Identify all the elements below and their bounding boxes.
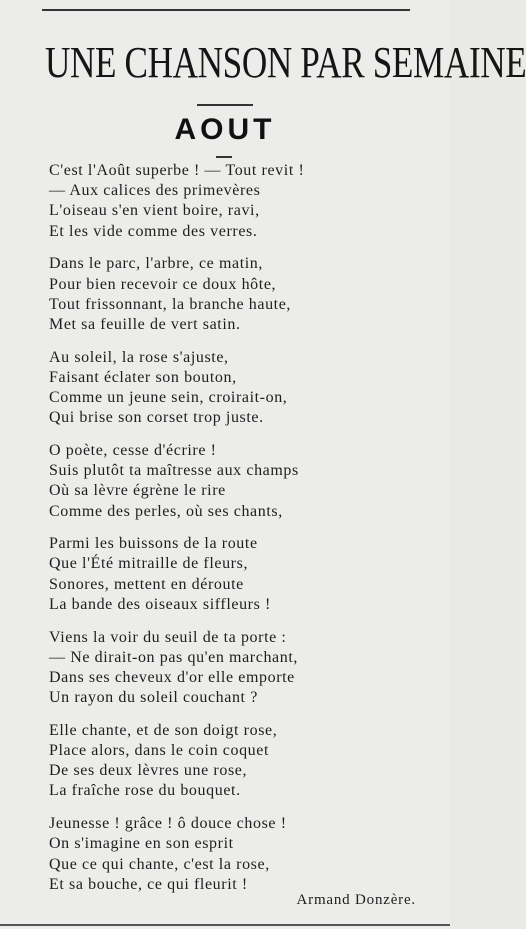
poem-line: Au soleil, la rose s'ajuste, [49,348,229,366]
poem-line: Comme des perles, où ses chants, [49,502,283,520]
page-title: UNE CHANSON PAR SEMAINE [45,38,526,87]
poem-line: Pour bien recevoir ce doux hôte, [49,275,277,293]
bottom-rule [0,924,450,926]
poem-line: Sonores, mettent en déroute [49,575,244,593]
poem-line: Met sa feuille de vert satin. [49,315,241,333]
poem-line: De ses deux lèvres une rose, [49,762,248,780]
poem-line: Que l'Été mitraille de fleurs, [49,555,249,573]
poem-line: Comme un jeune sein, croirait-on, [49,389,288,407]
poem-line: C'est l'Août superbe ! — Tout revit ! [49,162,305,179]
top-rule [42,9,410,11]
stanza [49,814,389,895]
poem-line: Tout frissonnant, la branche haute, [49,295,292,313]
stanza [49,721,389,802]
subtitle-dash [216,156,232,158]
stanza [49,161,389,242]
poem-line: La bande des oiseaux siffleurs ! [49,595,271,613]
poem-line: Elle chante, et de son doigt rose, [49,721,278,739]
poem-line: Que ce qui chante, c'est la rose, [49,855,270,873]
poem-line: Et sa bouche, ce qui fleurit ! [49,875,248,893]
poem-line: O poète, cesse d'écrire ! [49,441,217,459]
stanza [49,441,389,522]
title-divider [197,104,253,106]
poem-line: Suis plutôt ta maîtresse aux champs [49,462,299,480]
poem-line: Un rayon du soleil couchant ? [49,689,258,707]
poem-line: Dans ses cheveux d'or elle emporte [49,668,295,686]
stanza [49,628,389,709]
poem-line: Où sa lèvre égrène le rire [49,482,226,500]
poem-line: Et les vide comme des verres. [49,222,258,240]
poem-body [49,161,389,908]
poem-line: — Ne dirait-on pas qu'en marchant, [49,648,298,666]
poem-line: On s'imagine en son esprit [49,835,234,853]
poem-line: Jeunesse ! grâce ! ô douce chose ! [49,815,287,833]
poem-line: Viens la voir du seuil de ta porte : [49,628,287,646]
poem-line: Dans le parc, l'arbre, ce matin, [49,255,263,273]
poem-line: — Aux calices des primevères [49,182,261,200]
poem-title: AOUT [174,113,276,146]
stanza [49,348,389,429]
poem-line: La fraîche rose du bouquet. [49,782,241,800]
poem-line: Qui brise son corset trop juste. [49,409,264,427]
poem-line: Faisant éclater son bouton, [49,368,237,386]
poem-line: Place alors, dans le coin coquet [49,742,270,760]
poem-line: L'oiseau s'en vient boire, ravi, [49,202,260,220]
stanza [49,534,389,615]
author-signature: Armand Donzère. [296,892,416,908]
stanza [49,254,389,335]
poem-line: Parmi les buissons de la route [49,535,258,553]
